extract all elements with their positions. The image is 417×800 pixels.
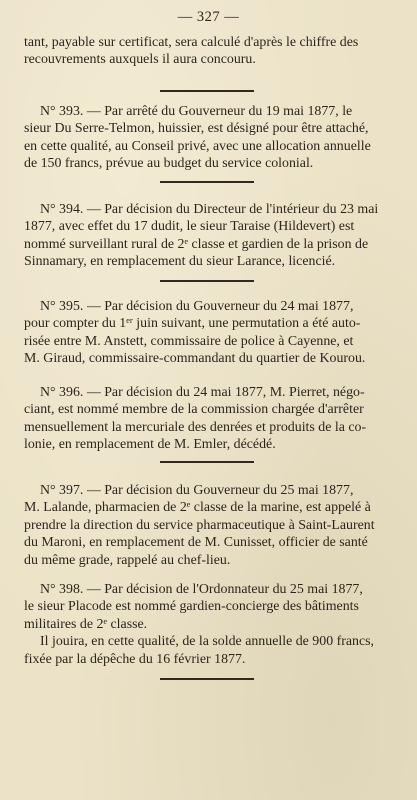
text-line: du Maroni, en remplacement de M. Cunisset, officier de santé	[24, 535, 368, 551]
text-line: N° 396. — Par décision du 24 mai 1877, M. Pierret, négo-	[40, 385, 365, 400]
text-line: prendre la direction du service pharmaceutique à Saint-Laurent	[24, 517, 375, 533]
text-line: ciant, est nommé membre de la commission chargée d'arrêter	[24, 402, 364, 418]
text-line: pour compter du 1ᵉʳ juin suivant, une permutation a été auto-	[24, 316, 361, 332]
entry-393	[24, 103, 392, 173]
text-line: M. Lalande, pharmacien de 2ᵉ classe de la marine, est appelé à	[24, 500, 371, 516]
text-line: N° 395. — Par décision du Gouverneur du 24 mai 1877,	[40, 299, 354, 314]
continuation-paragraph	[24, 34, 392, 69]
text-line: Il jouira, en cette qualité, de la solde annuelle de 900 francs,	[40, 634, 375, 650]
entry-397	[24, 482, 392, 569]
text-line: N° 398. — Par décision de l'Ordonnateur du 25 mai 1877,	[40, 582, 363, 597]
separator-rule	[160, 678, 254, 680]
separator-rule	[160, 90, 254, 92]
text-line: lonie, en remplacement de M. Emler, décédé.	[24, 437, 276, 453]
text-line: de 150 francs, prévue au budget du service colonial.	[24, 156, 314, 172]
text-line: N° 393. — Par arrêté du Gouverneur du 19 mai 1877, le	[40, 104, 353, 119]
text-line: du même grade, rappelé au chef-lieu.	[24, 552, 231, 568]
entry-396	[24, 384, 392, 454]
entry-394	[24, 201, 392, 271]
text-line: fixée par la dépêche du 16 février 1877.	[24, 651, 246, 667]
text-line: militaires de 2ᵉ classe.	[24, 616, 148, 632]
entry-395	[24, 298, 392, 368]
text-line: le sieur Placode est nommé gardien-concierge des bâtiments	[24, 599, 359, 615]
text-line: N° 394. — Par décision du Directeur de l'intérieur du 23 mai	[40, 202, 379, 217]
text-line: 1877, avec effet du 17 dudit, le sieur Taraise (Hildevert) est	[24, 219, 355, 235]
text-line: N° 397. — Par décision du Gouverneur du 25 mai 1877,	[40, 483, 354, 498]
text-line: Sinnamary, en remplacement du sieur Larance, licencié.	[24, 254, 336, 270]
text-line: M. Giraud, commissaire-commandant du quartier de Kourou.	[24, 351, 366, 367]
separator-rule	[160, 181, 254, 183]
text-line: sieur Du Serre-Telmon, huissier, est désigné pour être attaché,	[24, 121, 369, 137]
text-line: recouvrements auxquels il aura concouru.	[24, 52, 256, 68]
text-line: mensuellement la mercuriale des denrées et produits de la co-	[24, 419, 367, 435]
text-line: en cette qualité, au Conseil privé, avec une allocation annuelle	[24, 138, 371, 154]
text-line: nommé surveillant rural de 2ᵉ classe et gardien de la prison de	[24, 236, 369, 252]
text-line: tant, payable sur certificat, sera calculé d'après le chiffre des	[24, 35, 359, 50]
page-number: — 327 —	[177, 9, 240, 25]
separator-rule	[160, 280, 254, 282]
separator-rule	[160, 461, 254, 463]
text-line: risée entre M. Anstett, commissaire de police à Cayenne, et	[24, 333, 354, 349]
entry-398	[24, 581, 392, 668]
